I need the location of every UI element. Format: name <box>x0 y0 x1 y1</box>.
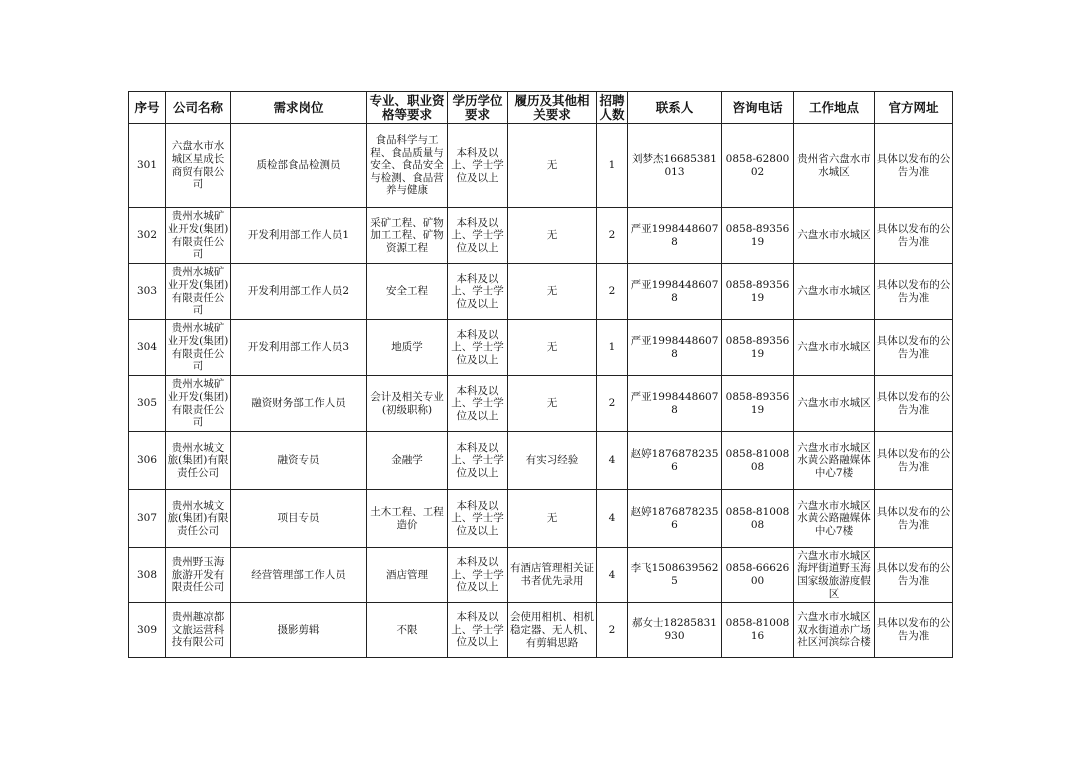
cell-phone: 0858-8100816 <box>722 603 794 658</box>
cell-education: 本科及以上、学士学位及以上 <box>448 548 508 603</box>
cell-count: 2 <box>597 264 628 320</box>
cell-contact: 严亚19984486078 <box>628 320 722 376</box>
cell-phone: 0858-8100808 <box>722 432 794 490</box>
cell-website: 具体以发布的公告为准 <box>875 320 953 376</box>
cell-major: 土木工程、工程造价 <box>367 490 448 548</box>
cell-position: 开发利用部工作人员2 <box>231 264 367 320</box>
header-company: 公司名称 <box>166 92 231 124</box>
cell-contact: 郝女士18285831930 <box>628 603 722 658</box>
header-location: 工作地点 <box>794 92 875 124</box>
table-row <box>129 490 953 548</box>
cell-education: 本科及以上、学士学位及以上 <box>448 208 508 264</box>
cell-website: 具体以发布的公告为准 <box>875 603 953 658</box>
cell-website: 具体以发布的公告为准 <box>875 376 953 432</box>
cell-company: 贵州水城文旅(集团)有限责任公司 <box>166 432 231 490</box>
cell-location: 六盘水市水城区 <box>794 320 875 376</box>
cell-website: 具体以发布的公告为准 <box>875 208 953 264</box>
cell-no: 309 <box>129 603 166 658</box>
cell-company: 贵州水城矿业开发(集团)有限责任公司 <box>166 264 231 320</box>
recruitment-document <box>128 91 953 658</box>
cell-phone: 0858-8935619 <box>722 376 794 432</box>
table-row <box>129 320 953 376</box>
cell-contact: 严亚19984486078 <box>628 264 722 320</box>
cell-no: 301 <box>129 124 166 208</box>
cell-experience: 无 <box>508 124 597 208</box>
cell-experience: 无 <box>508 264 597 320</box>
cell-location: 六盘水市水城区水黄公路融媒体中心7楼 <box>794 490 875 548</box>
cell-contact: 严亚19984486078 <box>628 376 722 432</box>
cell-education: 本科及以上、学士学位及以上 <box>448 490 508 548</box>
cell-major: 会计及相关专业(初级职称) <box>367 376 448 432</box>
cell-website: 具体以发布的公告为准 <box>875 548 953 603</box>
cell-experience: 有实习经验 <box>508 432 597 490</box>
cell-major: 金融学 <box>367 432 448 490</box>
cell-location: 六盘水市水城区海坪街道野玉海国家级旅游度假区 <box>794 548 875 603</box>
cell-position: 摄影剪辑 <box>231 603 367 658</box>
cell-experience: 有酒店管理相关证书者优先录用 <box>508 548 597 603</box>
cell-location: 贵州省六盘水市水城区 <box>794 124 875 208</box>
cell-count: 1 <box>597 320 628 376</box>
cell-count: 4 <box>597 490 628 548</box>
cell-education: 本科及以上、学士学位及以上 <box>448 264 508 320</box>
cell-count: 2 <box>597 603 628 658</box>
header-experience: 履历及其他相关要求 <box>508 92 597 124</box>
cell-experience: 无 <box>508 490 597 548</box>
cell-phone: 0858-8935619 <box>722 208 794 264</box>
cell-phone: 0858-8935619 <box>722 264 794 320</box>
table-row <box>129 208 953 264</box>
cell-major: 食品科学与工程、食品质量与安全、食品安全与检测、食品营养与健康 <box>367 124 448 208</box>
cell-website: 具体以发布的公告为准 <box>875 264 953 320</box>
cell-count: 1 <box>597 124 628 208</box>
cell-website: 具体以发布的公告为准 <box>875 432 953 490</box>
cell-position: 经营管理部工作人员 <box>231 548 367 603</box>
cell-no: 306 <box>129 432 166 490</box>
cell-phone: 0858-6662600 <box>722 548 794 603</box>
cell-position: 融资财务部工作人员 <box>231 376 367 432</box>
cell-company: 贵州趣凉都文旅运营科技有限公司 <box>166 603 231 658</box>
cell-count: 2 <box>597 208 628 264</box>
cell-no: 302 <box>129 208 166 264</box>
header-position: 需求岗位 <box>231 92 367 124</box>
cell-major: 采矿工程、矿物加工工程、矿物资源工程 <box>367 208 448 264</box>
cell-website: 具体以发布的公告为准 <box>875 490 953 548</box>
cell-experience: 无 <box>508 208 597 264</box>
cell-no: 304 <box>129 320 166 376</box>
cell-location: 六盘水市水城区 <box>794 376 875 432</box>
header-major: 专业、职业资格等要求 <box>367 92 448 124</box>
cell-education: 本科及以上、学士学位及以上 <box>448 124 508 208</box>
cell-contact: 李飞15086395625 <box>628 548 722 603</box>
cell-position: 开发利用部工作人员3 <box>231 320 367 376</box>
cell-position: 项目专员 <box>231 490 367 548</box>
table-row <box>129 124 953 208</box>
cell-position: 质检部食品检测员 <box>231 124 367 208</box>
cell-count: 2 <box>597 376 628 432</box>
cell-experience: 无 <box>508 376 597 432</box>
cell-location: 六盘水市水城区水黄公路融媒体中心7楼 <box>794 432 875 490</box>
cell-company: 贵州水城矿业开发(集团)有限责任公司 <box>166 320 231 376</box>
header-count: 招聘人数 <box>597 92 628 124</box>
table-row <box>129 376 953 432</box>
cell-no: 303 <box>129 264 166 320</box>
header-phone: 咨询电话 <box>722 92 794 124</box>
cell-count: 4 <box>597 432 628 490</box>
cell-company: 贵州野玉海旅游开发有限责任公司 <box>166 548 231 603</box>
cell-education: 本科及以上、学士学位及以上 <box>448 376 508 432</box>
cell-company: 贵州水城矿业开发(集团)有限责任公司 <box>166 376 231 432</box>
cell-no: 305 <box>129 376 166 432</box>
cell-major: 不限 <box>367 603 448 658</box>
cell-no: 307 <box>129 490 166 548</box>
header-education: 学历学位要求 <box>448 92 508 124</box>
cell-position: 融资专员 <box>231 432 367 490</box>
cell-contact: 严亚19984486078 <box>628 208 722 264</box>
cell-major: 酒店管理 <box>367 548 448 603</box>
table-row <box>129 264 953 320</box>
cell-contact: 赵婷18768782356 <box>628 490 722 548</box>
table-row <box>129 432 953 490</box>
cell-company: 六盘水市水城区星成长商贸有限公司 <box>166 124 231 208</box>
cell-phone: 0858-8100808 <box>722 490 794 548</box>
header-contact: 联系人 <box>628 92 722 124</box>
recruitment-table <box>128 91 953 658</box>
cell-major: 安全工程 <box>367 264 448 320</box>
cell-website: 具体以发布的公告为准 <box>875 124 953 208</box>
cell-experience: 会使用相机、相机稳定器、无人机、有剪辑思路 <box>508 603 597 658</box>
cell-major: 地质学 <box>367 320 448 376</box>
cell-experience: 无 <box>508 320 597 376</box>
cell-count: 4 <box>597 548 628 603</box>
header-no: 序号 <box>129 92 166 124</box>
cell-education: 本科及以上、学士学位及以上 <box>448 432 508 490</box>
cell-location: 六盘水市水城区 <box>794 208 875 264</box>
cell-education: 本科及以上、学士学位及以上 <box>448 603 508 658</box>
cell-phone: 0858-6280002 <box>722 124 794 208</box>
header-website: 官方网址 <box>875 92 953 124</box>
cell-position: 开发利用部工作人员1 <box>231 208 367 264</box>
cell-location: 六盘水市水城区 <box>794 264 875 320</box>
cell-contact: 刘梦杰16685381013 <box>628 124 722 208</box>
table-row <box>129 548 953 603</box>
cell-phone: 0858-8935619 <box>722 320 794 376</box>
cell-location: 六盘水市水城区双水街道赤广场社区河滨综合楼 <box>794 603 875 658</box>
table-header-row <box>129 92 953 124</box>
table-row <box>129 603 953 658</box>
cell-contact: 赵婷18768782356 <box>628 432 722 490</box>
cell-education: 本科及以上、学士学位及以上 <box>448 320 508 376</box>
cell-no: 308 <box>129 548 166 603</box>
cell-company: 贵州水城矿业开发(集团)有限责任公司 <box>166 208 231 264</box>
cell-company: 贵州水城文旅(集团)有限责任公司 <box>166 490 231 548</box>
